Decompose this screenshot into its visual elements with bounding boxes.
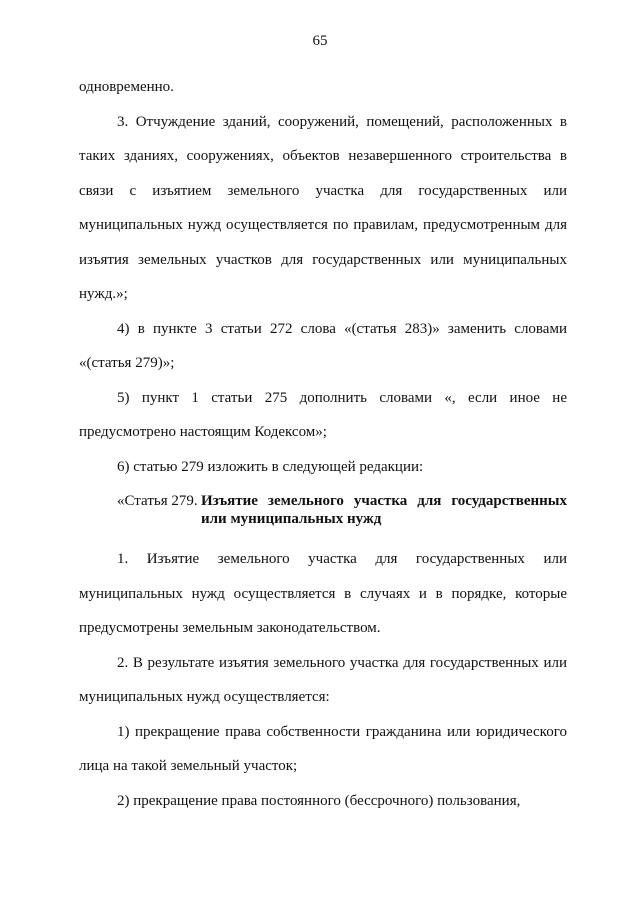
article-heading: [79, 484, 567, 536]
page-number: 65: [312, 33, 328, 49]
article-subitem-2: 2) прекращение права постоянного (бессрочного) пользования,: [117, 792, 521, 809]
paragraph-continuation: одновременно.: [79, 79, 174, 95]
document-body: [79, 70, 567, 818]
article-number: «Статья 279.: [117, 493, 198, 509]
paragraph-amendment-5: 5) пункт 1 статьи 275 дополнить словами «, если иное не предусмотрено настоящим Кодексом»;: [79, 389, 567, 440]
article-paragraph-2: 2. В результате изъятия земельного участка для государственных или муниципальных нужд осуществляется:: [79, 654, 567, 705]
article-subitem-1: 1) прекращение права собственности гражданина или юридического лица на такой земельный участок;: [79, 723, 567, 774]
paragraph-amendment-4: 4) в пункте 3 статьи 272 слова «(статья 283)» заменить словами «(статья 279)»;: [79, 320, 567, 371]
paragraph-item-3: 3. Отчуждение зданий, сооружений, помещений, расположенных в таких зданиях, сооружениях, объектов незавершенного строительства в связи с изъятием земельного участка для государственных или муниципальных нужд осуществляется по правилам, предусмотренным для изъятия земельных участков для государственных или муниципальных нужд.»;: [79, 113, 567, 302]
article-paragraph-1: 1. Изъятие земельного участка для государственных или муниципальных нужд осуществляется в случаях и в порядке, которые предусмотрены земельным законодательством.: [79, 551, 567, 636]
paragraph-amendment-6: 6) статью 279 изложить в следующей редакции:: [117, 458, 424, 475]
article-title: Изъятие земельного участка для государственных или муниципальных нужд: [201, 493, 567, 527]
